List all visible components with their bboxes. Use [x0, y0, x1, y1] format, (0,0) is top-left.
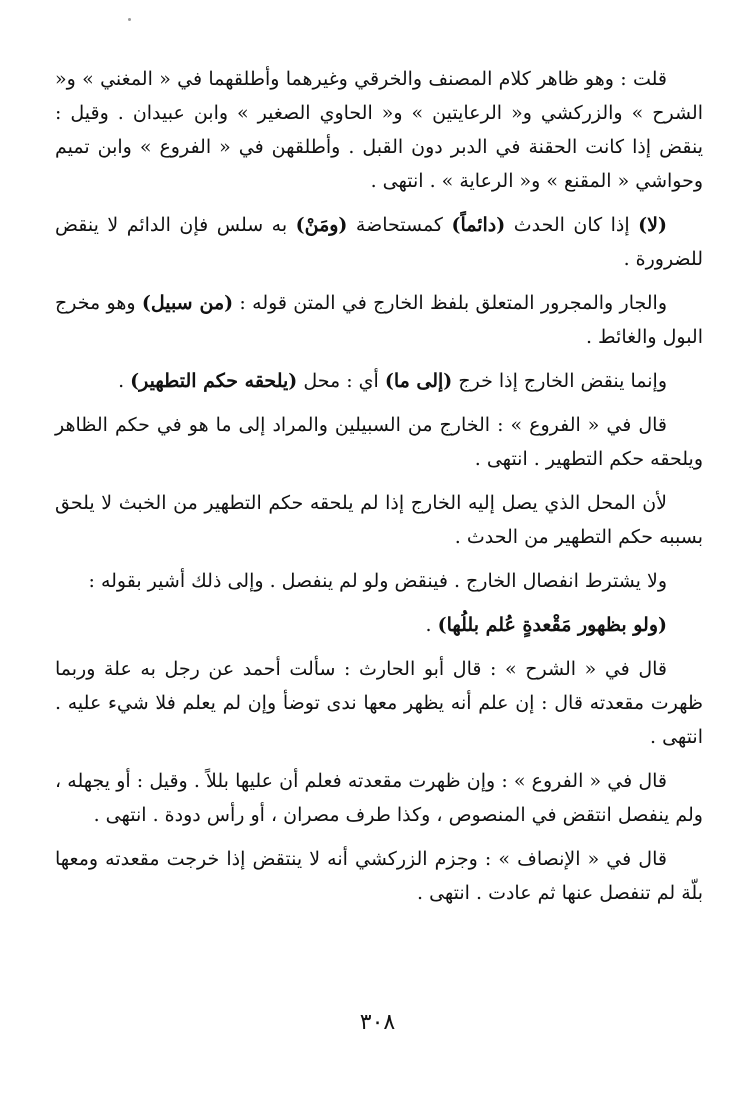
- commentary-text: والجار والمجرور المتعلق بلفظ الخارج في المتن قوله :: [233, 292, 667, 314]
- commentary-text: قال في « الإنصاف » : وجزم الزركشي أنه لا ينتقض إذا خرجت مقعدته ومعها بلّة لم تنفصل عنها ثم عادت . انتهى .: [55, 848, 703, 904]
- commentary-text: ولا يشترط انفصال الخارج . فينقض ولو لم ينفصل . وإلى ذلك أشير بقوله :: [88, 570, 667, 592]
- commentary-text: .: [425, 614, 438, 636]
- commentary-text: وإنما ينقض الخارج إذا خرج: [452, 370, 667, 392]
- paragraph: [55, 364, 703, 398]
- commentary-text: إذا كان الحدث: [505, 214, 639, 236]
- commentary-text: قلت : وهو ظاهر كلام المصنف والخرقي وغيرهما وأطلقهما في « المغني » و« الشرح » والزركشي و« الرعايتين » و« الحاوي الصغير » وابن عبيدان . وقيل : ينقض إذا كانت الحقنة في الدبر دون القبل . وأطلقهن في « الفروع » وابن تميم وحواشي « المقنع » و« الرعاية » . انتهى .: [55, 68, 703, 192]
- paragraph: [55, 486, 703, 554]
- commentary-text: به سلس فإن الدائم لا ينقض للضرورة .: [55, 214, 703, 270]
- paragraph: [55, 652, 703, 754]
- commentary-text: أي : محل: [297, 370, 385, 392]
- paragraph: [55, 408, 703, 476]
- top-mark: [128, 18, 131, 21]
- paragraph: [55, 286, 703, 354]
- commentary-text: .: [118, 370, 131, 392]
- matn-text: (ولو بظهور مَقْعدةٍ عُلم بللُها): [437, 614, 667, 636]
- page-number: ٣٠٨: [359, 1010, 396, 1035]
- paragraph: [55, 62, 703, 198]
- matn-text: (من سبيل): [141, 292, 234, 314]
- document-page: [55, 62, 703, 1055]
- matn-text: (لا): [638, 214, 667, 236]
- paragraph: [55, 208, 703, 276]
- commentary-text: وهو مخرج البول والغائط .: [55, 292, 703, 348]
- matn-text: (إلى ما): [384, 370, 453, 392]
- commentary-text: قال في « الفروع » : الخارج من السبيلين والمراد إلى ما هو في حكم الظاهر ويلحقه حكم التطهير . انتهى .: [55, 414, 703, 470]
- matn-text: (دائماً): [451, 214, 506, 236]
- matn-text: (يلحقه حكم التطهير): [130, 370, 298, 392]
- paragraph: [55, 608, 703, 642]
- paragraph: [55, 764, 703, 832]
- paragraph: [55, 842, 703, 910]
- commentary-text: قال في « الشرح » : قال أبو الحارث : سألت أحمد عن رجل به علة وربما ظهرت مقعدته قال : إن علم أنه يظهر معها ندى توضأ وإن لم يعلم فلا شيء عليه . انتهى .: [55, 658, 703, 748]
- commentary-text: كمستحاضة: [347, 214, 452, 236]
- commentary-text: لأن المحل الذي يصل إليه الخارج إذا لم يلحقه حكم التطهير من الخبث لا يلحق بسببه حكم التطهير من الحدث .: [55, 492, 703, 548]
- commentary-text: قال في « الفروع » : وإن ظهرت مقعدته فعلم أن عليها بللاً . وقيل : أو يجهله ، ولم ينفصل انتقض في المنصوص ، وكذا طرف مصران ، أو رأس دودة . انتهى .: [55, 770, 703, 826]
- matn-text: (ومَنْ): [295, 214, 348, 236]
- paragraph: [55, 564, 703, 598]
